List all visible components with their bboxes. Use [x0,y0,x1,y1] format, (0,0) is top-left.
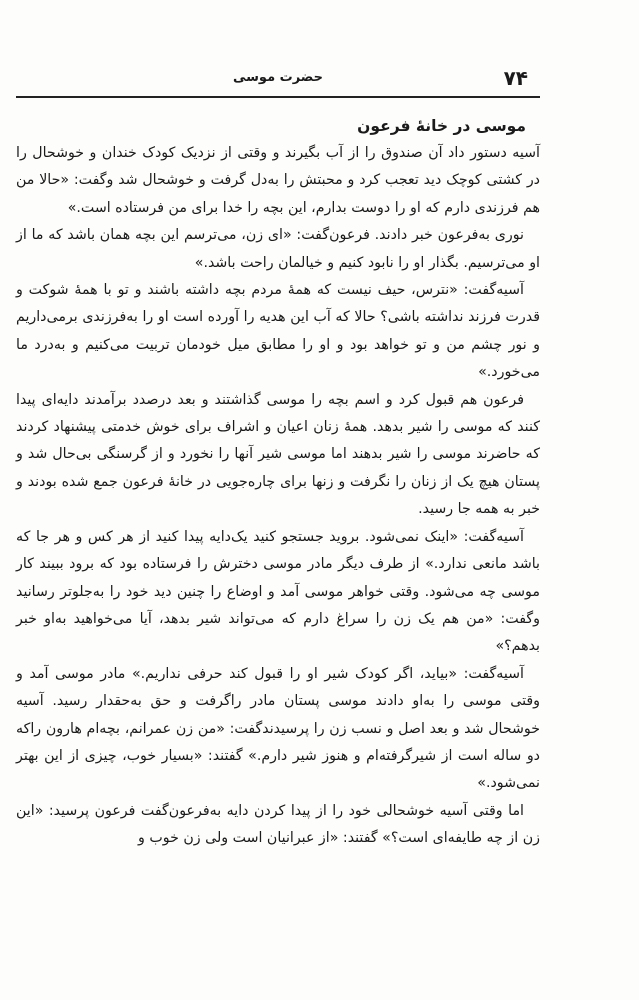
page-header [16,60,540,94]
paragraph: اما وقتی آسیه خوشحالی خود را از پیدا کردن دایه به‌فرعون‌گفت فرعون پرسید: «این زن از چه طایفه‌ای است؟» گفتند: «از عبرانیان است ولی زن خوب و [16,802,540,847]
paragraph: فرعون هم قبول کرد و اسم بچه را موسی گذاشتند و بعد درصدد برآمدند دایه‌ای پیدا کنند که موسی را شیر بدهد. همهٔ زنان اعیان و اشراف برای خوش خدمتی پیشنهاد کردند که حاضرند موسی را شیر بدهند اما موسی شیر آنها را نخورد و از گرسنگی بی‌حال شد و پستان هیچ یک از زنان را نگرفت و زنها برای چاره‌جویی در خانهٔ فرعون جمع شده بودند و خبر به همه جا رسید. [16,391,540,518]
paragraph: آسیه‌گفت: «اینک نمی‌شود. بروید جستجو کنید یک‌دایه پیدا کنید از هر کس و هر جا که باشد مانعی ندارد.» از طرف دیگر مادر موسی دخترش را فرستاده بود که برود ببیند کار موسی چه می‌شود. وقتی خواهر موسی آمد و اوضاع را چنین دید خود را به‌جلوتر رسانید وگفت: «من هم یک زن را سراغ دارم که می‌تواند شیر بدهد، آیا می‌خواهید به‌او خبر بدهم؟» [16,528,540,655]
section-heading: موسی در خانهٔ فرعون [357,117,526,135]
paragraph: آسیه‌گفت: «بیاید، اگر کودک شیر او را قبول کند حرفی نداریم.» مادر موسی آمد و وقتی موسی را به‌او دادند موسی پستان مادر راگرفت و حق به‌حقدار رسید. آسیه خوشحال شد و بعد اصل و نسب زن را پرسیدندگفت: «من زن عمرانم، بچه‌ام هارون راکه دو ساله است از شیرگرفته‌ام و هنوز شیر دارم.» گفتند: «بسیار خوب، چیزی از این بهتر نمی‌شود.» [16,665,540,792]
running-title: حضرت موسی [233,70,323,85]
paragraph: آسیه دستور داد آن صندوق را از آب بگیرند و وقتی از نزدیک کودک خندان و خوشحال را در کشتی کوچک دید تعجب کرد و محبتش را به‌دل گرفت و خوشحال شد وگفت: «حالا من هم فرزندی دارم که او را دوست بدارم، این بچه را خدا برای من فرستاده است.» [16,145,540,216]
paragraph: نوری به‌فرعون خبر دادند. فرعون‌گفت: «ای زن، می‌ترسم این بچه همان باشد که ما از او می‌ترسیم. بگذار او را نابود کنیم و خیالمان راحت باشد.» [16,227,540,271]
header-rule [16,96,540,98]
paragraph: آسیه‌گفت: «نترس، حیف نیست که همهٔ مردم بچه داشته باشند و تو با همهٔ شوکت و قدرت فرزند نداشته باشی؟ حالا که آب این هدیه را آورده است او را به‌فرزندی برمی‌داریم و نور چشم من و تو خواهد بود و او را مطابق میل خودمان تربیت می‌کنیم و به‌درد ما می‌خورد.» [16,282,540,381]
page-body [16,112,540,853]
page-number: ۷۴ [503,66,528,90]
